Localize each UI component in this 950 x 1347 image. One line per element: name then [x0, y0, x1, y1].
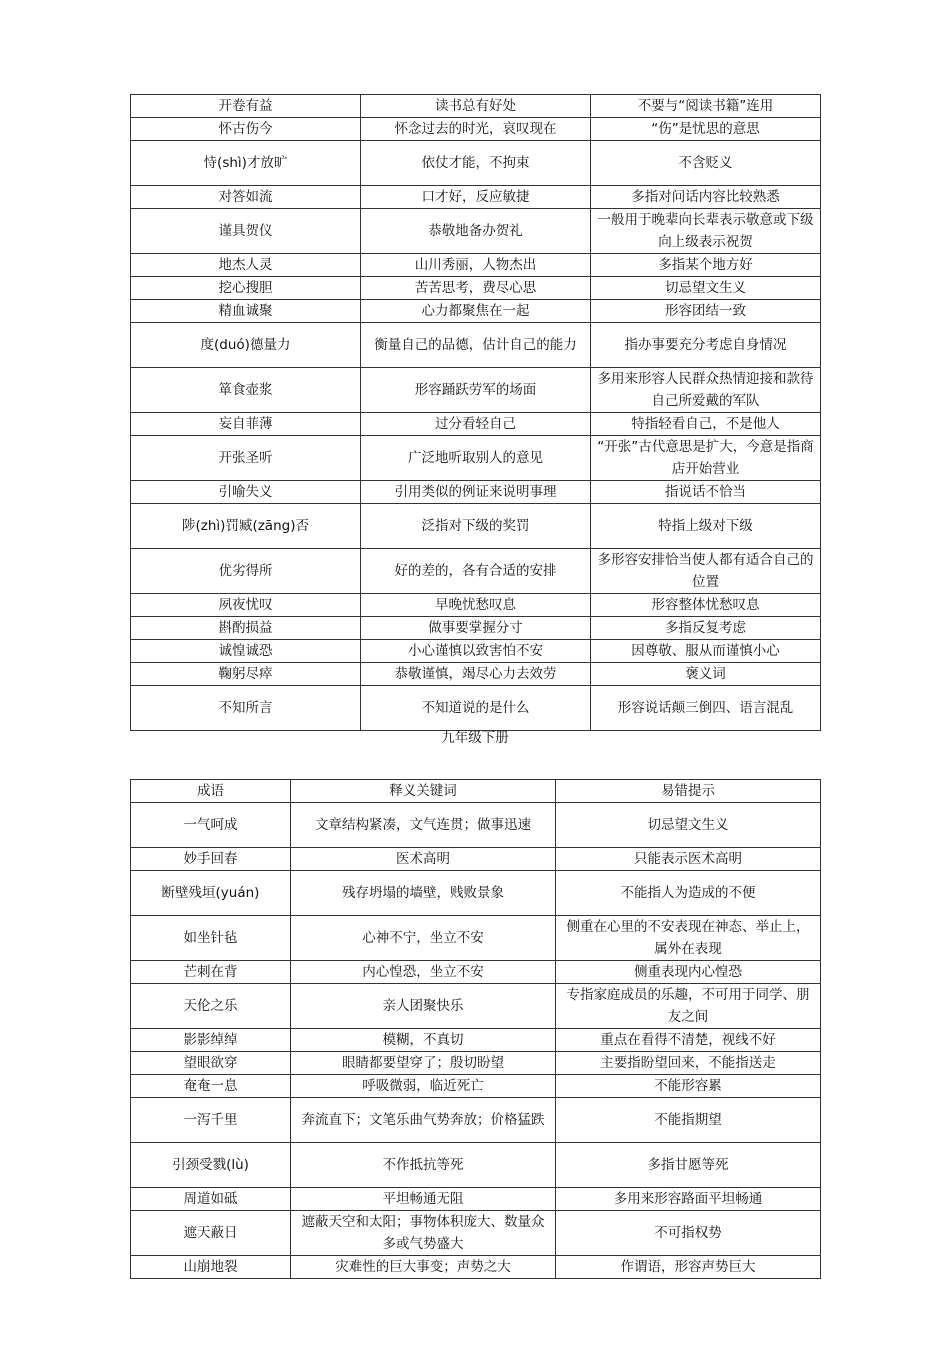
header-meaning: 释义关键词 [291, 780, 556, 803]
idiom-cell: 谨具贺仪 [131, 209, 361, 254]
meaning-cell: 心神不宁，坐立不安 [291, 916, 556, 961]
tip-cell: 多指某个地方好 [591, 254, 821, 277]
tip-cell: 褒义词 [591, 663, 821, 686]
tip-cell: 侧重在心里的不安表现在神态、举止上，属外在表现 [556, 916, 821, 961]
tip-cell: 不可指权势 [556, 1211, 821, 1256]
idiom-cell: 鞠躬尽瘁 [131, 663, 361, 686]
idiom-cell: 夙夜忧叹 [131, 594, 361, 617]
idiom-cell: 奄奄一息 [131, 1075, 291, 1098]
table-row [131, 504, 821, 549]
tip-cell: 多指对问话内容比较熟悉 [591, 186, 821, 209]
meaning-cell: 恭敬谨慎，竭尽心力去效劳 [361, 663, 591, 686]
tip-cell: 主要指盼望回来，不能指送走 [556, 1052, 821, 1075]
meaning-cell: 亲人团聚快乐 [291, 984, 556, 1029]
tip-cell: 一般用于晚辈向长辈表示敬意或下级向上级表示祝贺 [591, 209, 821, 254]
tip-cell: 重点在看得不清楚，视线不好 [556, 1029, 821, 1052]
idiom-cell: 地杰人灵 [131, 254, 361, 277]
table-row [131, 663, 821, 686]
meaning-cell: 心力都聚焦在一起 [361, 300, 591, 323]
idiom-cell: 诚惶诚恐 [131, 640, 361, 663]
tip-cell: 不能指期望 [556, 1098, 821, 1143]
idiom-cell: 芒刺在背 [131, 961, 291, 984]
header-tip: 易错提示 [556, 780, 821, 803]
idiom-cell: 周道如砥 [131, 1188, 291, 1211]
table-row [131, 323, 821, 368]
table-header-row [131, 780, 821, 803]
tip-cell: 只能表示医术高明 [556, 848, 821, 871]
table-row [131, 141, 821, 186]
tip-cell: 指说话不恰当 [591, 481, 821, 504]
table-row [131, 549, 821, 594]
idiom-cell: 优劣得所 [131, 549, 361, 594]
idiom-cell: 不知所言 [131, 686, 361, 731]
tip-cell: 形容整体忧愁叹息 [591, 594, 821, 617]
meaning-cell: 衡量自己的品德，估计自己的能力 [361, 323, 591, 368]
idiom-cell: 如坐针毡 [131, 916, 291, 961]
idiom-cell: 对答如流 [131, 186, 361, 209]
table-row [131, 1143, 821, 1188]
tip-cell: 形容团结一致 [591, 300, 821, 323]
table-row [131, 1188, 821, 1211]
idiom-cell: 影影绰绰 [131, 1029, 291, 1052]
table-row [131, 961, 821, 984]
tip-cell: 多指甘愿等死 [556, 1143, 821, 1188]
table-body [131, 95, 821, 731]
table-row [131, 1075, 821, 1098]
meaning-cell: 早晚忧愁叹息 [361, 594, 591, 617]
tip-cell: 不含贬义 [591, 141, 821, 186]
idiom-cell: 斟酌损益 [131, 617, 361, 640]
meaning-cell: 模糊，不真切 [291, 1029, 556, 1052]
idiom-table-grade9-lower [130, 779, 821, 1279]
meaning-cell: 不作抵抗等死 [291, 1143, 556, 1188]
tip-cell: 不能形容累 [556, 1075, 821, 1098]
tip-cell: 特指轻看自己，不是他人 [591, 413, 821, 436]
meaning-cell: 内心惶恐，坐立不安 [291, 961, 556, 984]
tip-cell: 多指反复考虑 [591, 617, 821, 640]
meaning-cell: 平坦畅通无阻 [291, 1188, 556, 1211]
meaning-cell: 医术高明 [291, 848, 556, 871]
table-row [131, 186, 821, 209]
idiom-cell: 开卷有益 [131, 95, 361, 118]
header-idiom: 成语 [131, 780, 291, 803]
tip-cell: 切忌望文生义 [591, 277, 821, 300]
tip-cell: 特指上级对下级 [591, 504, 821, 549]
tip-cell: 不能指人为造成的不便 [556, 871, 821, 916]
idiom-cell: 遮天蔽日 [131, 1211, 291, 1256]
meaning-cell: 小心谨慎以致害怕不安 [361, 640, 591, 663]
meaning-cell: 奔流直下；文笔乐曲气势奔放；价格猛跌 [291, 1098, 556, 1143]
idiom-cell: 开张圣听 [131, 436, 361, 481]
meaning-cell: 引用类似的例证来说明事理 [361, 481, 591, 504]
table-row [131, 686, 821, 731]
meaning-cell: 做事要掌握分寸 [361, 617, 591, 640]
meaning-cell: 苦苦思考，费尽心思 [361, 277, 591, 300]
idiom-cell: 断壁残垣(yuán) [131, 871, 291, 916]
table-row [131, 916, 821, 961]
section-title: 九年级下册 [441, 730, 509, 746]
meaning-cell: 依仗才能，不拘束 [361, 141, 591, 186]
tip-cell: 多用来形容路面平坦畅通 [556, 1188, 821, 1211]
table-row [131, 871, 821, 916]
idiom-table-grade9-upper [130, 94, 821, 731]
idiom-cell: 度(duó)德量力 [131, 323, 361, 368]
idiom-cell: 精血诚聚 [131, 300, 361, 323]
tip-cell: 多用来形容人民群众热情迎接和款待自己所爱戴的军队 [591, 368, 821, 413]
meaning-cell: 读书总有好处 [361, 95, 591, 118]
table-row [131, 1211, 821, 1256]
meaning-cell: 文章结构紧凑，文气连贯；做事迅速 [291, 803, 556, 848]
meaning-cell: 过分看轻自己 [361, 413, 591, 436]
table-row [131, 1256, 821, 1279]
table-body [131, 780, 821, 1279]
meaning-cell: 残存坍塌的墙壁，贱败景象 [291, 871, 556, 916]
idiom-cell: 引颈受戮(lù) [131, 1143, 291, 1188]
meaning-cell: 不知道说的是什么 [361, 686, 591, 731]
idiom-cell: 陟(zhì)罚臧(zāng)否 [131, 504, 361, 549]
table-row [131, 594, 821, 617]
idiom-cell: 挖心搜胆 [131, 277, 361, 300]
meaning-cell: 泛指对下级的奖罚 [361, 504, 591, 549]
tip-cell: “伤”是忧思的意思 [591, 118, 821, 141]
table-row [131, 984, 821, 1029]
meaning-cell: 广泛地听取别人的意见 [361, 436, 591, 481]
tip-cell: 多形容安排恰当使人都有适合自己的位置 [591, 549, 821, 594]
table-row [131, 300, 821, 323]
meaning-cell: 遮蔽天空和太阳；事物体积庞大、数量众多或气势盛大 [291, 1211, 556, 1256]
meaning-cell: 灾难性的巨大事变；声势之大 [291, 1256, 556, 1279]
table-row [131, 413, 821, 436]
table-row [131, 254, 821, 277]
table-row [131, 1029, 821, 1052]
tip-cell: “开张”古代意思是扩大，今意是指商店开始营业 [591, 436, 821, 481]
meaning-cell: 好的差的，各有合适的安排 [361, 549, 591, 594]
idiom-cell: 引喻失义 [131, 481, 361, 504]
tip-cell: 形容说话颠三倒四、语言混乱 [591, 686, 821, 731]
tip-cell: 作谓语，形容声势巨大 [556, 1256, 821, 1279]
tip-cell: 侧重表现内心惶恐 [556, 961, 821, 984]
tip-cell: 因尊敬、服从而谨慎小心 [591, 640, 821, 663]
table-row [131, 848, 821, 871]
table-row [131, 209, 821, 254]
meaning-cell: 形容踊跃劳军的场面 [361, 368, 591, 413]
table-row [131, 1052, 821, 1075]
meaning-cell: 口才好，反应敏捷 [361, 186, 591, 209]
table-row [131, 368, 821, 413]
table-row [131, 118, 821, 141]
idiom-cell: 望眼欲穿 [131, 1052, 291, 1075]
idiom-cell: 天伦之乐 [131, 984, 291, 1029]
idiom-cell: 一气呵成 [131, 803, 291, 848]
table-row [131, 95, 821, 118]
idiom-cell: 一泻千里 [131, 1098, 291, 1143]
meaning-cell: 恭敬地备办贺礼 [361, 209, 591, 254]
idiom-cell: 山崩地裂 [131, 1256, 291, 1279]
meaning-cell: 呼吸微弱，临近死亡 [291, 1075, 556, 1098]
meaning-cell: 山川秀丽，人物杰出 [361, 254, 591, 277]
idiom-cell: 怀古伤今 [131, 118, 361, 141]
idiom-cell: 恃(shì)才放旷 [131, 141, 361, 186]
idiom-cell: 妄自菲薄 [131, 413, 361, 436]
meaning-cell: 眼睛都要望穿了；殷切盼望 [291, 1052, 556, 1075]
table-row [131, 803, 821, 848]
tip-cell: 切忌望文生义 [556, 803, 821, 848]
tip-cell: 指办事要充分考虑自身情况 [591, 323, 821, 368]
idiom-cell: 妙手回春 [131, 848, 291, 871]
meaning-cell: 怀念过去的时光，哀叹现在 [361, 118, 591, 141]
tip-cell: 专指家庭成员的乐趣，不可用于同学、朋友之间 [556, 984, 821, 1029]
tip-cell: 不要与“阅读书籍”连用 [591, 95, 821, 118]
table-row [131, 436, 821, 481]
table-row [131, 1098, 821, 1143]
table-row [131, 617, 821, 640]
table-row [131, 640, 821, 663]
table-row [131, 277, 821, 300]
idiom-cell: 箪食壶浆 [131, 368, 361, 413]
table-row [131, 481, 821, 504]
